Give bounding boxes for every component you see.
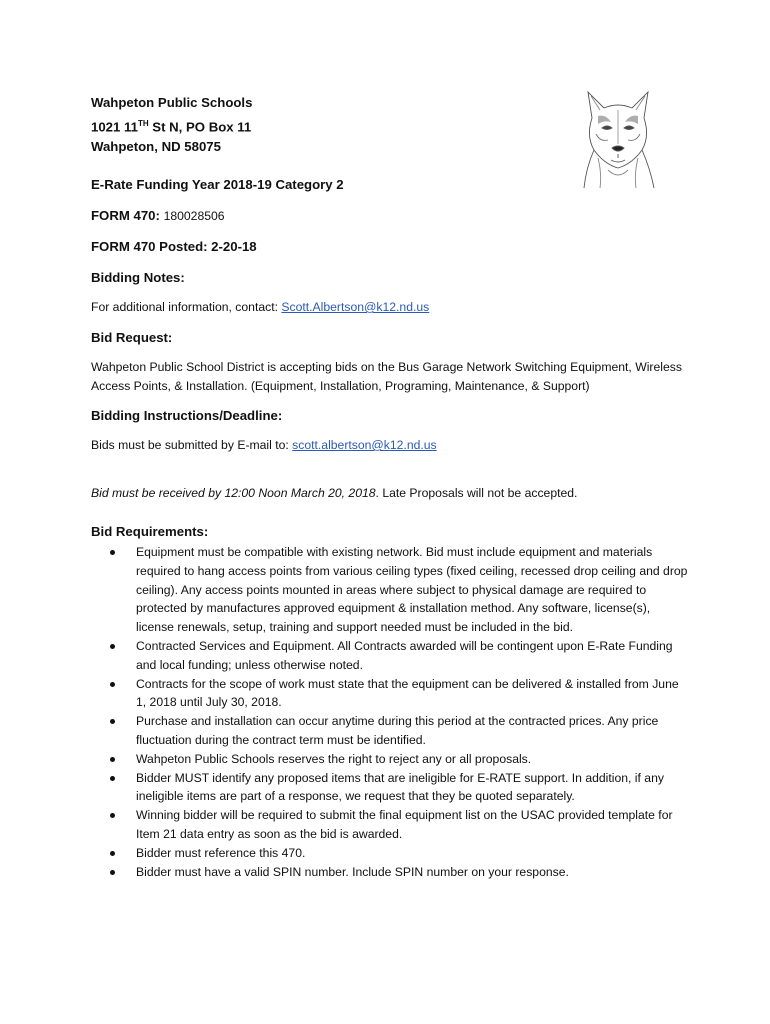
list-item: Purchase and installation can occur anytime during this period at the contracted prices. Any price fluctuation during the contract term must be identified.	[136, 712, 691, 750]
city-state-zip: Wahpeton, ND 58075	[91, 139, 221, 155]
deadline-italic: Bid must be received by 12:00 Noon March 20, 2018	[91, 486, 376, 500]
list-item: Bidder MUST identify any proposed items that are ineligible for E-RATE support. In addition, if any ineligible items are part of a response, we request that they be quoted separately.	[136, 769, 691, 807]
list-item: Contracted Services and Equipment. All Contracts awarded will be contingent upon E-Rate Funding and local funding; unless otherwise noted.	[136, 637, 691, 675]
list-item: Bidder must reference this 470.	[136, 844, 691, 863]
form-470-line	[91, 208, 225, 223]
list-item: Winning bidder will be required to submit the final equipment list on the USAC provided template for Item 21 data entry as soon as the bid is awarded.	[136, 806, 691, 844]
list-item: Wahpeton Public Schools reserves the right to reject any or all proposals.	[136, 750, 691, 769]
contact-email-link[interactable]: Scott.Albertson@k12.nd.us	[281, 300, 430, 314]
bid-request-heading: Bid Request:	[91, 330, 173, 345]
form-470-number: 180028506	[163, 209, 225, 223]
deadline-line: Bid must be received by 12:00 Noon March 20, 2018. Late Proposals will not be accepted.	[91, 486, 578, 500]
requirements-list	[91, 543, 691, 881]
instructions-heading: Bidding Instructions/Deadline:	[91, 408, 283, 423]
org-name: Wahpeton Public Schools	[91, 95, 253, 110]
list-item: Equipment must be compatible with existing network. Bid must include equipment and materials required to hang access points from various ceiling types (fixed ceiling, recessed drop ceiling and drop ceiling). Any access points mounted in areas where subject to physical damage are required to protected by manufactures approved equipment & installation method. Any software, license(s), license renewals, setup, training and support needed must be included in the bid.	[136, 543, 691, 637]
funding-year-heading: E-Rate Funding Year 2018-19 Category 2	[91, 177, 344, 192]
address-block	[91, 93, 252, 158]
submit-line: Bids must be submitted by E-mail to: scott.albertson@k12.nd.us	[91, 438, 437, 452]
submit-email-link[interactable]: scott.albertson@k12.nd.us	[292, 438, 437, 452]
form-470-label: FORM 470:	[91, 208, 160, 223]
contact-line: For additional information, contact: Scott.Albertson@k12.nd.us	[91, 300, 430, 314]
street-address: 1021 11TH St N, PO Box 11	[91, 118, 252, 134]
list-item: Bidder must have a valid SPIN number. Include SPIN number on your response.	[136, 863, 691, 882]
list-item: Contracts for the scope of work must state that the equipment can be delivered & installed from June 1, 2018 until July 30, 2018.	[136, 675, 691, 713]
bid-request-text: Wahpeton Public School District is accepting bids on the Bus Garage Network Switching Equipment, Wireless Access Points, & Installation. (Equipment, Installation, Programing, Maintenance, & Support)	[91, 360, 682, 393]
form-470-posted: FORM 470 Posted: 2-20-18	[91, 239, 257, 254]
bidding-notes-heading: Bidding Notes:	[91, 270, 185, 285]
husky-dog-sketch-icon	[578, 88, 658, 192]
requirements-heading: Bid Requirements:	[91, 524, 209, 539]
